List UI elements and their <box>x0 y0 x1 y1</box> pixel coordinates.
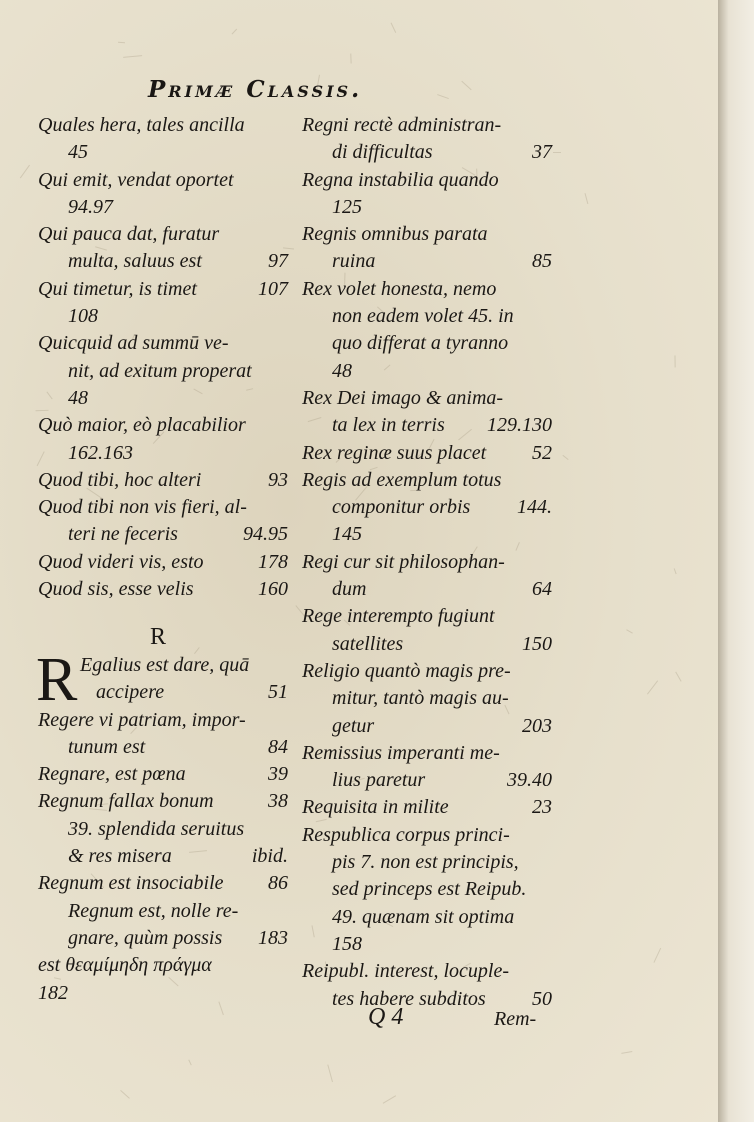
index-entry <box>38 330 288 357</box>
page-reference: 23 <box>532 796 552 819</box>
entry-text: Religio quantò magis pre- <box>302 659 511 682</box>
page-reference: 51 <box>268 681 288 704</box>
entry-text: Quod videri vis, esto <box>38 550 204 573</box>
index-entry <box>38 652 288 679</box>
index-entry <box>38 221 288 248</box>
page-reference: 84 <box>268 735 288 758</box>
index-column-right <box>302 112 552 1013</box>
entry-text: Qui pauca dat, furatur <box>38 223 220 246</box>
index-entry <box>302 549 552 576</box>
entry-text: componitur orbis <box>332 496 471 519</box>
entry-text: nit, ad exitum properat <box>68 359 252 382</box>
entry-text: Regni rectè administran- <box>302 114 502 136</box>
entry-text: ruina <box>332 250 376 273</box>
entry-text: & res misera <box>68 845 172 868</box>
index-entry <box>302 494 552 521</box>
index-entry <box>302 467 552 494</box>
index-entry <box>38 870 288 897</box>
entry-text: Regis ad exemplum totus <box>302 468 502 491</box>
entry-text: Qui timetur, is timet <box>38 277 197 300</box>
entry-text: Rex Dei imago & anima- <box>302 386 504 409</box>
index-entry <box>302 276 552 303</box>
index-entry <box>38 521 288 548</box>
index-entry <box>38 248 288 275</box>
index-entry <box>38 385 288 412</box>
index-entry <box>302 685 552 712</box>
entry-text: Quicquid ad summū ve- <box>38 332 229 355</box>
entry-text: Regnum est, nolle re- <box>68 899 239 922</box>
page-reference: 86 <box>268 872 288 895</box>
entry-text: 94.97 <box>68 195 113 218</box>
index-entry <box>302 112 552 139</box>
index-entry <box>38 952 288 979</box>
index-entry <box>38 576 288 603</box>
index-entry <box>38 549 288 576</box>
index-entry <box>38 440 288 467</box>
page-reference: 160 <box>258 578 288 601</box>
page-reference: 39 <box>268 763 288 786</box>
entry-text: Quod tibi non vis fieri, al- <box>38 496 247 519</box>
catchword: Rem- <box>494 1008 537 1030</box>
entry-text: 125 <box>332 195 362 218</box>
page-reference: 97 <box>268 250 288 273</box>
entry-text: Requisita in milite <box>302 796 449 819</box>
index-entry <box>38 788 288 815</box>
index-entry <box>38 303 288 330</box>
entry-text: 49. quænam sit optima <box>332 905 515 928</box>
entry-text: Regere vi patriam, impor- <box>38 708 246 731</box>
page-reference: 183 <box>258 926 288 949</box>
index-entry <box>302 740 552 767</box>
index-entry <box>38 139 288 166</box>
entry-text: 39. splendida seruitus <box>68 817 245 840</box>
entry-text: 145 <box>332 523 362 546</box>
index-entry <box>38 112 288 139</box>
index-entry <box>302 849 552 876</box>
entry-text: Qui emit, vendat oportet <box>38 168 234 191</box>
page-reference: 107 <box>258 277 288 300</box>
entry-text: Rex volet honesta, nemo <box>302 277 497 300</box>
entry-text: Quò maior, eò placabilior <box>38 414 246 437</box>
index-entry <box>302 385 552 412</box>
page-reference: 85 <box>532 250 552 273</box>
entry-text: Rex reginæ suus placet <box>302 441 487 464</box>
entry-text: 162.163 <box>68 441 133 464</box>
index-entry <box>38 467 288 494</box>
entry-text: Regnum fallax bonum <box>38 790 214 813</box>
index-entry <box>38 734 288 761</box>
index-entry <box>302 358 552 385</box>
index-entry <box>302 713 552 740</box>
index-entry <box>38 276 288 303</box>
signature-mark: Q 4 <box>368 1004 404 1030</box>
index-entry <box>38 707 288 734</box>
index-entry <box>38 194 288 221</box>
index-entry <box>302 167 552 194</box>
page-reference: 64 <box>532 578 552 601</box>
index-entry <box>302 194 552 221</box>
entry-text: 48 <box>332 359 352 382</box>
entry-text: Reipubl. interest, locuple- <box>302 960 509 983</box>
entry-text: tes habere subditos <box>332 987 486 1010</box>
entry-text: Remissius imperanti me- <box>302 741 500 764</box>
index-entry <box>38 925 288 952</box>
index-column-left <box>38 112 288 603</box>
entry-text: accipere <box>96 681 165 704</box>
entry-text: sed princeps est Reipub. <box>332 878 527 901</box>
entry-text: gnare, quùm possis <box>68 926 223 949</box>
entry-text: Quod tibi, hoc alteri <box>38 468 202 491</box>
entry-text: Regnum est insociabile <box>38 872 224 895</box>
index-entry <box>38 980 288 1007</box>
page-reference: 39.40 <box>507 769 552 792</box>
index-entry <box>302 958 552 985</box>
page-reference: 38 <box>268 790 288 813</box>
index-entry <box>38 167 288 194</box>
page-reference: 144. <box>517 496 552 519</box>
index-entry <box>302 603 552 630</box>
page-header: Primæ Classis. <box>148 76 363 103</box>
page-reference: 93 <box>268 468 288 491</box>
entry-text: multa, saluus est <box>68 250 202 273</box>
entry-text: Regi cur sit philosophan- <box>302 550 505 573</box>
entry-text: Quales hera, tales ancilla <box>38 114 245 136</box>
page-reference: 129.130 <box>487 414 552 437</box>
entry-text: est θεαμίμηδη πράγμα <box>38 954 212 977</box>
entry-text: non eadem volet 45. in <box>332 305 514 328</box>
entry-text: teri ne feceris <box>68 523 178 546</box>
index-entry <box>302 330 552 357</box>
index-entry <box>302 794 552 821</box>
section-letter: R <box>150 624 167 650</box>
entry-text: Egalius est dare, quā <box>80 654 250 676</box>
entry-text: Quod sis, esse velis <box>38 578 194 601</box>
page-reference: 52 <box>532 441 552 464</box>
entry-text: 182 <box>38 981 68 1004</box>
entry-text: Regnare, est pœna <box>38 763 186 786</box>
index-entry <box>38 679 288 706</box>
index-entry <box>302 248 552 275</box>
entry-text: 158 <box>332 932 362 955</box>
entry-text: satellites <box>332 632 404 655</box>
entry-text: tunum est <box>68 735 146 758</box>
page-reference: 203 <box>522 714 552 737</box>
index-entry <box>38 412 288 439</box>
index-entry <box>302 303 552 330</box>
index-entry <box>302 876 552 903</box>
page-reference: 37 <box>532 141 552 164</box>
page-reference: 178 <box>258 550 288 573</box>
entry-text: Rege interempto fugiunt <box>302 605 495 628</box>
index-entry <box>302 576 552 603</box>
page-reference: 50 <box>532 987 552 1010</box>
entry-text: Respublica corpus princi- <box>302 823 510 846</box>
index-entry <box>302 412 552 439</box>
entry-text: getur <box>332 714 375 737</box>
page-reference: ibid. <box>251 845 288 868</box>
entry-text: 45 <box>68 141 88 164</box>
index-entry <box>302 631 552 658</box>
index-entry <box>302 521 552 548</box>
index-entry <box>302 139 552 166</box>
index-entry <box>38 358 288 385</box>
page-edge <box>718 0 754 1122</box>
index-entry <box>302 931 552 958</box>
entry-text: quo differat a tyranno <box>332 332 509 355</box>
drop-cap: R <box>36 646 78 714</box>
entry-text: di difficultas <box>332 141 433 164</box>
index-entry <box>38 816 288 843</box>
index-entry <box>302 440 552 467</box>
index-entry <box>302 658 552 685</box>
index-entry <box>302 904 552 931</box>
page-reference: 94.95 <box>243 523 288 546</box>
index-column-left-r <box>36 646 288 1007</box>
index-entry <box>38 494 288 521</box>
entry-text: 48 <box>68 386 88 409</box>
index-entry <box>38 898 288 925</box>
index-entry <box>302 221 552 248</box>
entry-text: ta lex in terris <box>332 414 445 437</box>
page-reference: 150 <box>522 632 552 655</box>
entry-text: 108 <box>68 305 98 328</box>
index-entry <box>302 767 552 794</box>
entry-text: lius paretur <box>332 769 426 792</box>
index-entry <box>38 761 288 788</box>
entry-text: Regna instabilia quando <box>302 168 499 191</box>
entry-text: dum <box>332 578 367 601</box>
index-entry <box>38 843 288 870</box>
index-entry <box>302 822 552 849</box>
entry-text: pis 7. non est principis, <box>332 851 519 874</box>
entry-text: Regnis omnibus parata <box>302 223 488 246</box>
entry-text: mitur, tantò magis au- <box>332 687 509 710</box>
